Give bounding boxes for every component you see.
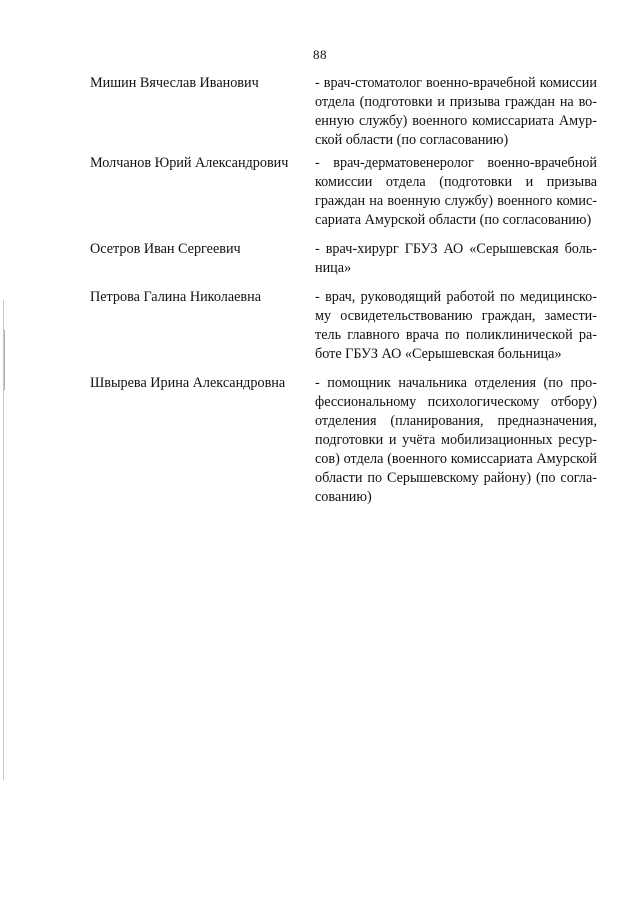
role-line: - врач-стоматолог военно-врачебной комиссии bbox=[315, 75, 597, 91]
role-line: - врач, руководящий работой по медицинско- bbox=[315, 289, 597, 305]
role-line: енную службу) военного комиссариата Амур- bbox=[315, 113, 597, 129]
member-role bbox=[315, 74, 597, 150]
role-line: - врач-дерматовенеролог военно-врачебной bbox=[315, 155, 597, 171]
page-number: 88 bbox=[313, 47, 327, 62]
member-role bbox=[315, 240, 597, 278]
role-line: ской области (по согласованию) bbox=[315, 132, 509, 148]
role-line: тель главного врача по поликлинической ра- bbox=[315, 327, 597, 343]
scan-edge-mark bbox=[4, 330, 5, 390]
member-name: Швырева Ирина Александровна bbox=[90, 375, 286, 391]
role-line: ница» bbox=[315, 260, 352, 276]
member-name: Осетров Иван Сергеевич bbox=[90, 241, 241, 257]
role-line: боте ГБУЗ АО «Серышевская больница» bbox=[315, 346, 562, 362]
role-line: - врач-хирург ГБУЗ АО «Серышевская боль- bbox=[315, 241, 597, 257]
role-line: - помощник начальника отделения (по про- bbox=[315, 375, 597, 391]
member-role bbox=[315, 154, 597, 230]
member-role bbox=[315, 374, 597, 507]
role-line: сариата Амурской области (по согласованию) bbox=[315, 212, 592, 228]
role-line: отделения (планирования, предназначения, bbox=[315, 413, 597, 429]
member-name: Мишин Вячеслав Иванович bbox=[90, 75, 259, 91]
role-line: фессиональному психологическому отбору) bbox=[315, 394, 597, 410]
role-line: сов) отдела (военного комиссариата Амурской bbox=[315, 451, 597, 467]
role-line: му освидетельствованию граждан, замести- bbox=[315, 308, 597, 324]
member-name: Молчанов Юрий Александрович bbox=[90, 155, 289, 171]
member-role bbox=[315, 288, 597, 364]
role-line: области по Серышевскому району) (по согла- bbox=[315, 470, 597, 486]
role-line: граждан на военную службу) военного комис- bbox=[315, 193, 597, 209]
role-line: подготовки и учёта мобилизационных ресур- bbox=[315, 432, 597, 448]
role-line: комиссии отдела (подготовки и призыва bbox=[315, 174, 597, 190]
role-line: сованию) bbox=[315, 489, 372, 505]
role-line: отдела (подготовки и призыва граждан на во- bbox=[315, 94, 597, 110]
member-name: Петрова Галина Николаевна bbox=[90, 289, 262, 305]
